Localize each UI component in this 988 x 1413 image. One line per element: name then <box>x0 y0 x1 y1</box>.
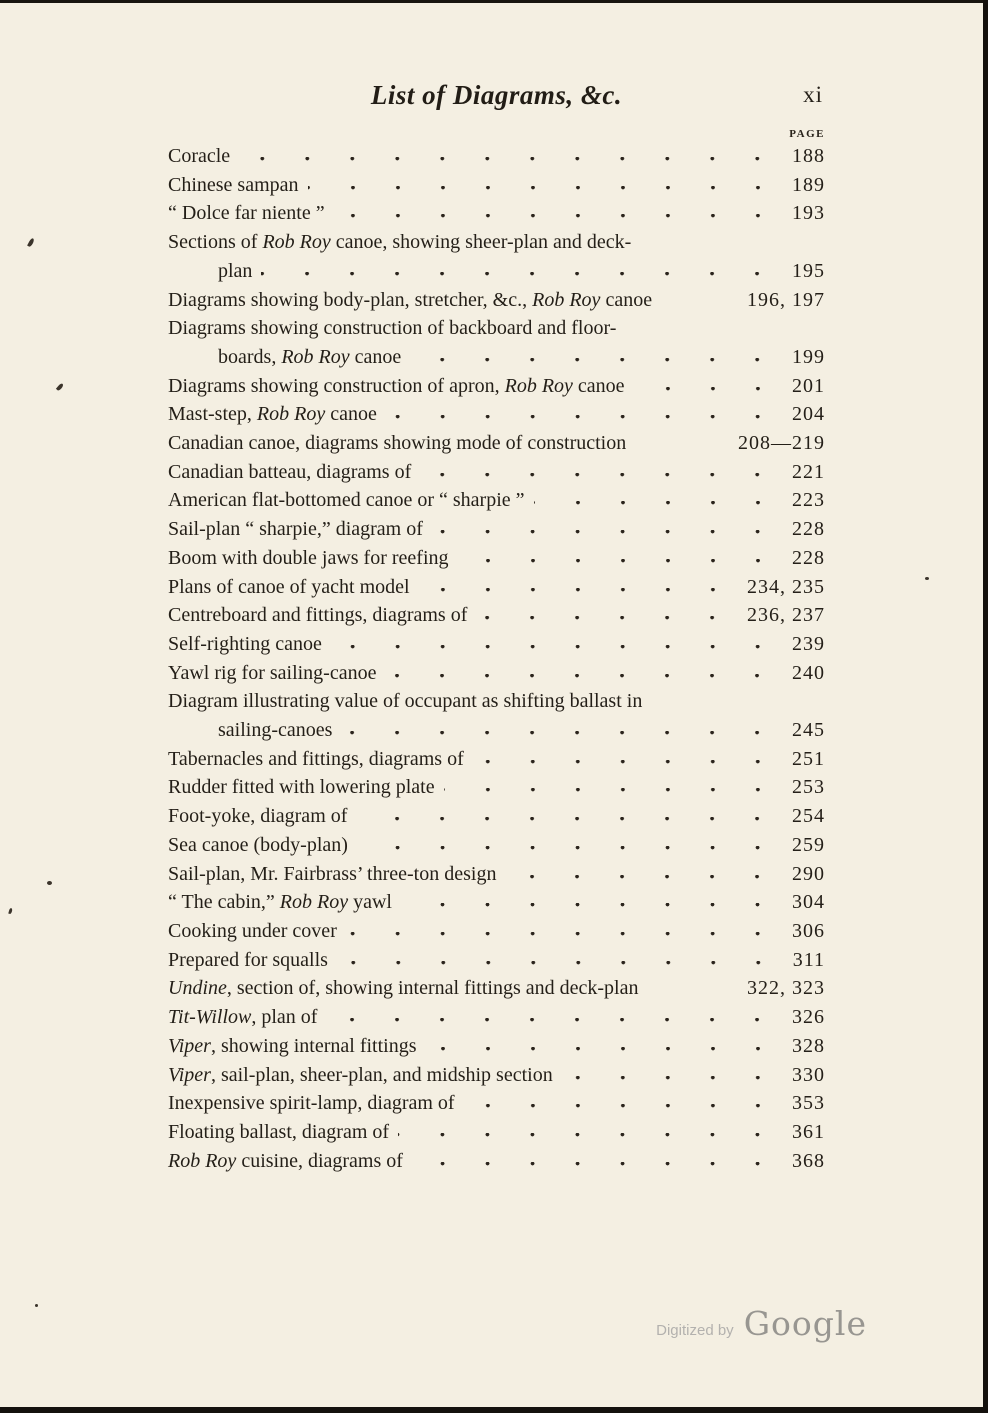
entry-page-number: 223 <box>792 489 825 512</box>
entry-page-number: 188 <box>792 145 825 167</box>
entry-text: Yawl rig for sailing-canoe <box>168 661 377 684</box>
entry-page-number: 208—219 <box>738 432 825 455</box>
list-item <box>168 1061 825 1090</box>
entry-text: Rob Roy cuisine, diagrams of <box>168 1149 403 1172</box>
list-item <box>168 687 825 716</box>
entry-text: Centreboard and fittings, diagrams of <box>168 604 468 627</box>
leader-dots <box>341 731 780 736</box>
page-title: List of Diagrams, &c. <box>370 80 623 110</box>
entry-text: Diagrams showing construction of apron, Rob Roy canoe <box>168 374 625 397</box>
list-item <box>168 745 825 774</box>
leader-dots <box>357 846 780 851</box>
entry-page-number: 189 <box>792 173 825 196</box>
leader-dots <box>337 961 781 966</box>
leader-dots <box>398 1133 780 1138</box>
entry-page-number: 245 <box>792 719 825 742</box>
entry-page-number: 199 <box>792 345 825 368</box>
list-item <box>168 659 825 688</box>
list-item <box>168 917 825 946</box>
entry-text: Diagrams showing construction of backboard and floor- <box>168 317 617 340</box>
watermark <box>656 1304 867 1343</box>
leader-dots <box>562 1076 780 1081</box>
watermark-text: Digitized by <box>656 1322 734 1339</box>
entry-text: “ Dolce far niente ” <box>168 202 325 225</box>
entry-page-number: 195 <box>792 259 825 282</box>
entry-page-number: 254 <box>792 805 825 828</box>
google-logo: Google <box>743 1304 867 1343</box>
leader-dots <box>346 932 780 937</box>
page-header <box>168 80 825 118</box>
entry-text: Undine, section of, showing internal fittings and deck-plan <box>168 977 639 1000</box>
list-item <box>168 429 825 458</box>
entry-text: Sail-plan, Mr. Fairbrass’ three-ton design <box>168 862 497 885</box>
list-item <box>168 1003 825 1032</box>
list-item <box>168 1147 825 1176</box>
entry-page-number: 361 <box>792 1120 825 1143</box>
entry-text: Inexpensive spirit-lamp, diagram of <box>168 1092 455 1115</box>
leader-dots <box>308 186 780 191</box>
entry-text: Canadian canoe, diagrams showing mode of construction <box>168 432 627 455</box>
leader-dots <box>401 903 780 908</box>
entry-page-number: 330 <box>792 1063 825 1086</box>
entry-page-number: 253 <box>792 776 825 799</box>
entry-page-number: 290 <box>792 862 825 885</box>
list-item <box>168 314 825 343</box>
list-item <box>168 142 825 171</box>
entry-page-number: 259 <box>792 833 825 856</box>
entry-page-number: 251 <box>792 747 825 770</box>
list-item <box>168 515 825 544</box>
entry-text: Cooking under cover <box>168 919 337 942</box>
entry-text: Coracle <box>168 145 231 167</box>
entry-page-number: 306 <box>792 919 825 942</box>
leader-dots <box>419 588 735 593</box>
leader-dots <box>426 1047 781 1052</box>
leader-dots <box>331 645 780 650</box>
list-item <box>168 1089 825 1118</box>
list-item <box>168 974 825 1003</box>
leader-dots <box>385 674 780 679</box>
list-item <box>168 199 825 228</box>
entry-text: boards, Rob Roy canoe <box>218 345 402 368</box>
entry-page-number: 326 <box>792 1006 825 1029</box>
entry-text: Prepared for squalls <box>168 948 328 971</box>
entry-text: Viper, showing internal fittings <box>168 1034 417 1057</box>
entry-page-number: 322, 323 <box>747 977 825 1000</box>
leader-dots <box>261 272 780 277</box>
entry-page-number: 201 <box>792 374 825 397</box>
entry-text: Rudder fitted with lowering plate <box>168 776 435 799</box>
entry-page-number: 228 <box>792 518 825 541</box>
leader-dots <box>473 760 780 765</box>
leader-dots <box>464 1104 780 1109</box>
list-item <box>168 257 825 286</box>
entry-text: Mast-step, Rob Roy canoe <box>168 403 377 426</box>
entry-text: Tabernacles and fittings, diagrams of <box>168 747 464 770</box>
list-item <box>168 1118 825 1147</box>
entry-text: Sail-plan “ sharpie,” diagram of <box>168 518 423 541</box>
list-item <box>168 458 825 487</box>
list-item <box>168 773 825 802</box>
folio-number: xi <box>803 82 823 107</box>
leader-dots <box>412 1162 780 1167</box>
diagram-list <box>168 142 825 1175</box>
list-item <box>168 286 825 315</box>
entry-text: Plans of canoe of yacht model <box>168 575 410 598</box>
list-item <box>168 486 825 515</box>
entry-text: plan <box>218 259 253 282</box>
list-item <box>168 400 825 429</box>
entry-page-number: 236, 237 <box>747 604 825 627</box>
entry-text: Chinese sampan <box>168 173 299 196</box>
entry-text: Tit-Willow, plan of <box>168 1006 318 1029</box>
entry-page-number: 221 <box>792 460 825 483</box>
list-item <box>168 630 825 659</box>
leader-dots <box>634 387 780 392</box>
list-item <box>168 946 825 975</box>
entry-text: “ The cabin,” Rob Roy yawl <box>168 891 392 914</box>
entry-page-number: 304 <box>792 891 825 914</box>
list-item <box>168 831 825 860</box>
leader-dots <box>476 616 735 621</box>
scan-edge-bottom <box>0 1407 988 1413</box>
list-item <box>168 228 825 257</box>
scan-artifact <box>35 1304 38 1307</box>
entry-text: Sections of Rob Roy canoe, showing sheer-plan and deck- <box>168 231 632 254</box>
list-item <box>168 860 825 889</box>
entry-text: Canadian batteau, diagrams of <box>168 460 412 483</box>
leader-dots <box>410 358 780 363</box>
leader-dots <box>458 559 781 564</box>
entry-text: Diagrams showing body-plan, stretcher, &c., Rob Roy canoe <box>168 288 653 311</box>
leader-dots <box>444 788 780 793</box>
entry-text: Sea canoe (body-plan) <box>168 833 348 856</box>
leader-dots <box>432 530 780 535</box>
leader-dots <box>534 501 780 506</box>
entry-page-number: 196, 197 <box>747 288 825 311</box>
entry-text: sailing-canoes <box>218 719 333 742</box>
leader-dots <box>326 1018 780 1023</box>
entry-text: American flat-bottomed canoe or “ sharpie ” <box>168 489 525 512</box>
list-item <box>168 601 825 630</box>
list-item <box>168 802 825 831</box>
list-item <box>168 343 825 372</box>
entry-page-number: 311 <box>792 948 825 971</box>
leader-dots <box>386 415 780 420</box>
leader-dots <box>505 875 780 880</box>
entry-text: Viper, sail-plan, sheer-plan, and midship section <box>168 1063 553 1086</box>
list-item <box>168 544 825 573</box>
entry-text: Self-righting canoe <box>168 632 322 655</box>
leader-dots <box>420 473 780 478</box>
list-item <box>168 573 825 602</box>
entry-page-number: 193 <box>792 202 825 225</box>
entry-page-number: 328 <box>792 1034 825 1057</box>
list-item <box>168 1032 825 1061</box>
entry-page-number: 368 <box>792 1149 825 1172</box>
entry-text: Diagram illustrating value of occupant as shifting ballast in <box>168 690 643 713</box>
entry-page-number: 239 <box>792 632 825 655</box>
list-item <box>168 372 825 401</box>
leader-dots <box>356 817 780 822</box>
leader-dots <box>334 214 780 219</box>
leader-dots <box>239 157 780 162</box>
entry-page-number: 240 <box>792 661 825 684</box>
entry-page-number: 204 <box>792 403 825 426</box>
list-item <box>168 171 825 200</box>
list-item <box>168 716 825 745</box>
entry-page-number: 228 <box>792 546 825 569</box>
page-column-label: PAGE <box>789 128 825 140</box>
entry-text: Floating ballast, diagram of <box>168 1120 390 1143</box>
entry-text: Foot-yoke, diagram of <box>168 805 348 828</box>
entry-page-number: 353 <box>792 1092 825 1115</box>
list-item <box>168 888 825 917</box>
entry-page-number: 234, 235 <box>747 575 825 598</box>
entry-text: Boom with double jaws for reefing <box>168 546 449 569</box>
